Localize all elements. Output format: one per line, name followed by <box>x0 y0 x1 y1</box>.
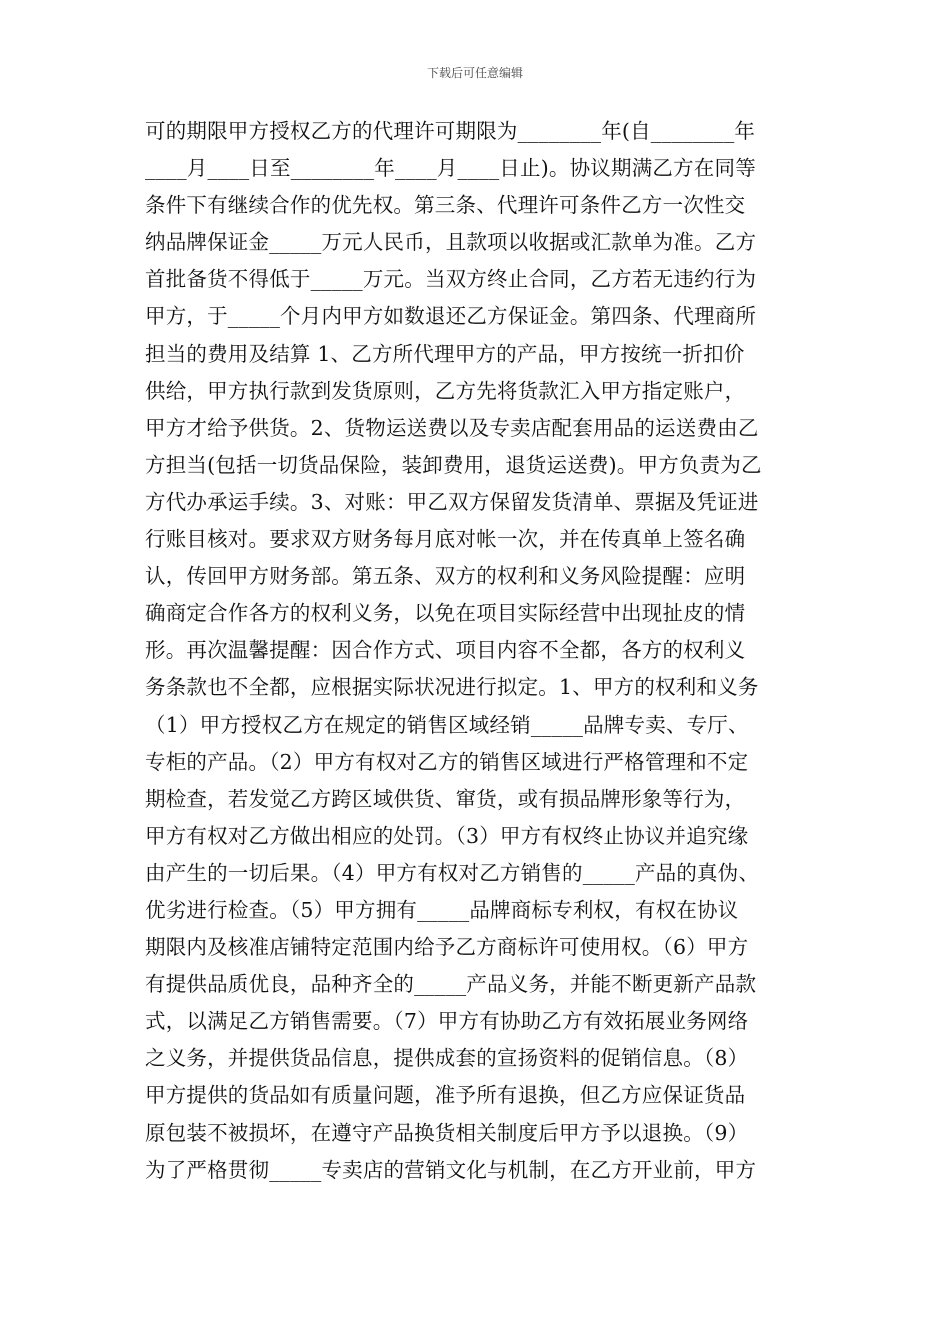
body-line: 担当的费用及结算 1、乙方所代理甲方的产品，甲方按统一折扣价 <box>145 341 745 366</box>
document-body <box>145 113 815 1189</box>
body-line: 供给，甲方执行款到发货原则，乙方先将货款汇入甲方指定账户， <box>145 378 746 403</box>
body-line: 优劣进行检查。（5）甲方拥有_____品牌商标专利权，有权在协议 <box>145 897 739 922</box>
body-line: 期检查，若发觉乙方跨区域供货、窜货，或有损品牌形象等行为， <box>145 786 746 811</box>
body-line: 之义务，并提供货品信息，提供成套的宣扬资料的促销信息。（8） <box>145 1046 749 1071</box>
body-line: 方代办承运手续。3、对账：甲乙双方保留发货清单、票据及凭证进 <box>145 489 759 514</box>
body-line: 方担当(包括一切货品保险，装卸费用，退货运送费)。甲方负责为乙 <box>145 452 762 477</box>
body-line: 可的期限甲方授权乙方的代理许可期限为________年(自________年 <box>145 119 756 143</box>
body-line: 条件下有继续合作的优先权。第三条、代理许可条件乙方一次性交 <box>145 193 746 218</box>
body-line: 甲方提供的货品如有质量问题，准予所有退换，但乙方应保证货品 <box>145 1083 746 1108</box>
body-line: 形。再次温馨提醒：因合作方式、项目内容不全都，各方的权利义 <box>145 638 746 663</box>
page-header-note: 下载后可任意编辑 <box>426 66 523 80</box>
body-line: 式，以满足乙方销售需要。（7）甲方有协助乙方有效拓展业务网络 <box>145 1009 749 1034</box>
body-line: （1）甲方授权乙方在规定的销售区域经销_____品牌专卖、专厅、 <box>145 712 749 737</box>
body-line: 首批备货不得低于_____万元。当双方终止合同，乙方若无违约行为 <box>145 267 757 292</box>
body-line: 由产生的一切后果。（4）甲方有权对乙方销售的_____产品的真伪、 <box>145 860 760 885</box>
body-line: ____月____日至________年____月____日止)。协议期满乙方在同等 <box>145 156 756 181</box>
body-line: 务条款也不全都，应根据实际状况进行拟定。1、甲方的权利和义务 <box>145 675 759 700</box>
body-line: 专柜的产品。（2）甲方有权对乙方的销售区域进行严格管理和不定 <box>145 749 749 774</box>
body-line: 有提供品质优良，品种齐全的_____产品义务，并能不断更新产品款 <box>145 972 757 997</box>
body-line: 甲方有权对乙方做出相应的处罚。（3）甲方有权终止协议并追究缘 <box>145 823 749 848</box>
body-line: 甲方才给予供货。2、货物运送费以及专卖店配套用品的运送费由乙 <box>145 415 759 440</box>
body-line: 纳品牌保证金_____万元人民币，且款项以收据或汇款单为准。乙方 <box>145 230 757 255</box>
body-line: 原包装不被损坏，在遵守产品换货相关制度后甲方予以退换。（9） <box>145 1120 749 1145</box>
body-line: 认，传回甲方财务部。第五条、双方的权利和义务风险提醒：应明 <box>145 564 746 589</box>
body-line: 确商定合作各方的权利义务，以免在项目实际经营中出现扯皮的情 <box>145 601 746 626</box>
body-line: 甲方，于_____个月内甲方如数退还乙方保证金。第四条、代理商所 <box>145 304 757 329</box>
body-line: 为了严格贯彻_____专卖店的营销文化与机制，在乙方开业前，甲方 <box>145 1157 757 1182</box>
body-line: 行账目核对。要求双方财务每月底对帐一次，并在传真单上签名确 <box>145 527 746 552</box>
body-line: 期限内及核准店铺特定范围内给予乙方商标许可使用权。（6）甲方 <box>145 935 749 960</box>
